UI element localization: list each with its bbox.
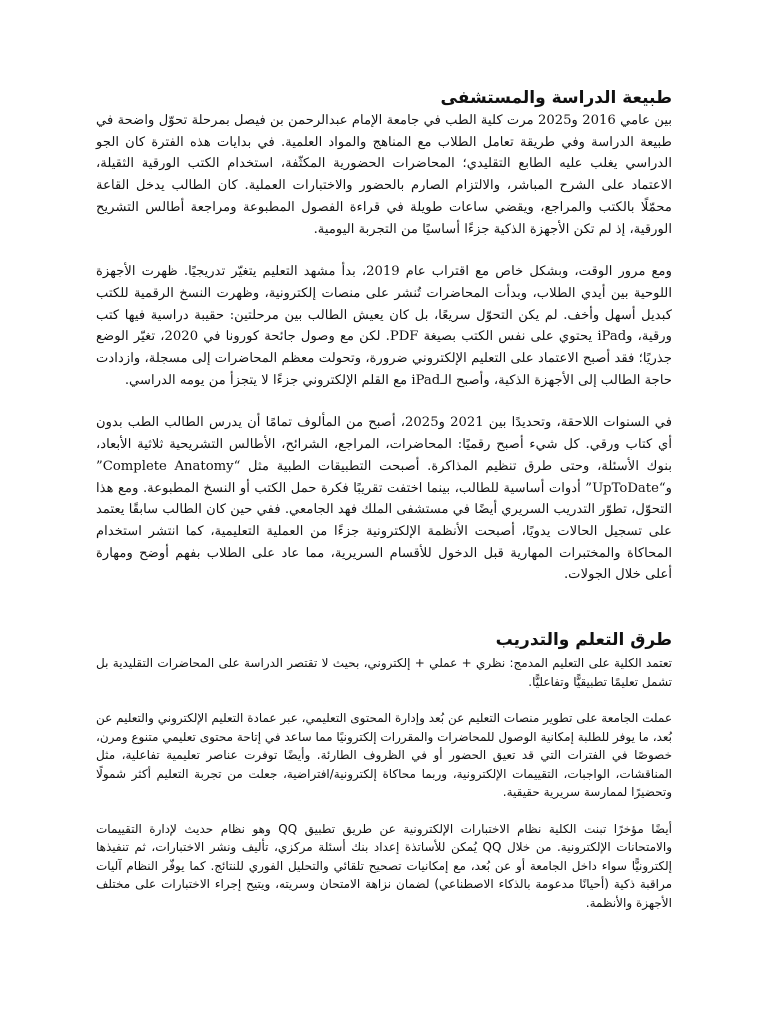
paragraph-e-learning-platforms: عملت الجامعة على تطوير منصات التعليم عن بُعد وإدارة المحتوى التعليمي، عبر عمادة التعليم الإلكتروني والتعليم عن بُعد، ما يوفر للطلبة إمكانية الوصول للمحاضرات والمقررات إلكترونيًا مما ساعد في إتاحة محتوى تعليمي متنوع ومرن، خصوصًا في الفترات التي قد تعيق الحضور أو في الظروف الطارئة. وأيضًا توفرت عناصر تعليمية تفاعلية، مثل المناقشات، الواجبات، التقييمات الإلكترونية، وربما محاكاة إلكترونية/افتراضية، جعلت من تجربة التعليم أكثر شمولًا وتحضيرًا لممارسة سريرية حقيقية.	[96, 711, 672, 800]
paragraph-transformation-overview: بين عامي 2016 و2025 مرت كلية الطب في جامعة الإمام عبدالرحمن بن فيصل بمرحلة تحوّل واضحة في طبيعة الدراسة وفي طريقة تعامل الطلاب مع المناهج والمواد العلمية. في بدايات هذه الفترة كان الجو الدراسي يغلب عليه الطابع التقليدي؛ المحاضرات الحضورية المكثّفة، استخدام الكتب الورقية الثقيلة، الاعتماد على الشرح المباشر، والالتزام الصارم بالحضور والاختبارات العملية. كان الطالب يدخل القاعة محمّلًا بالكتب والمراجع، ويقضي ساعات طويلة في قراءة الفصول المطبوعة ومراجعة أطالس التشريح الورقية، إذ لم تكن الأجهزة الذكية جزءًا أساسيًا من التجربة اليومية.	[96, 113, 673, 237]
section-spacer	[96, 586, 672, 628]
paragraph-qq-electronic-exams: أيضًا مؤخرًا تبنت الكلية نظام الاختبارات الإلكترونية عن طريق تطبيق QQ وهو نظام حديث لإدارة التقييمات والامتحانات الإلكترونية. من خلال QQ يُمكن للأساتذة إعداد بنك أسئلة مركزي، تأليف ونشر الاختبارات، ثم تنفيذها إلكترونيًّا سواء داخل الجامعة أو عن بُعد، مع إمكانيات تصحيح تلقائي والتحليل الفوري للنتائج. كما يوفّر النظام آليات مراقبة ذكية (أحيانًا مدعومة بالذكاء الاصطناعي) لضمان نزاهة الامتحان وسريته، ويتيح إجراء الاختبارات على مختلف الأجهزة والأنظمة.	[96, 821, 672, 910]
paragraph-fully-digital-era: في السنوات اللاحقة، وتحديدًا بين 2021 و2025، أصبح من المألوف تمامًا أن يدرس الطالب الطب بدون أي كتاب ورقي. كل شيء أصبح رقميًا: المحاضرات، المراجع، الشرائح، الأطالس التشريحية ثلاثية الأبعاد، بنوك الأسئلة، وحتى طرق تنظيم المذاكرة. أصبحت التطبيقات الطبية مثل “Complete Anatomy” و“UpToDate” أدوات أساسية للطالب، بينما اختفت تقريبًا فكرة حمل الكتب أو النسخ المطبوعة. ومع هذا التحوّل، تطوّر التدريب السريري أيضًا في مستشفى الملك فهد الجامعي. ففي حين كان الطالب سابقًا يعتمد على تسجيل الحالات يدويًا، أصبحت الأنظمة الإلكترونية جزءًا من العملية التعليمية، كما انتشر استخدام المحاكاة والمختبرات المهارية قبل الدخول للأقسام السريرية، مما عاد على الطلاب بفهم أوضح ومهارة أعلى خلال الجولات.	[96, 415, 672, 583]
paragraph-digital-shift-covid: ومع مرور الوقت، وبشكل خاص مع اقتراب عام 2019، بدأ مشهد التعليم يتغيّر تدريجيًا. ظهرت الأجهزة اللوحية بين أيدي الطلاب، وبدأت المحاضرات تُنشر على منصات إلكترونية، وظهرت النسخ الرقمية للكتب كبديل أسهل وأخف. لم يكن التحوّل سريعًا، بل كان يعيش الطالب بين مرحلتين: حقيبة دراسية فيها كتب ورقية، وiPad يحتوي على نفس الكتب بصيغة PDF. لكن مع وصول جائحة كورونا في 2020، تغيّر الوضع جذريًا؛ فقد أصبح الاعتماد على التعليم الإلكتروني ضرورة، وتحولت معظم المحاضرات إلى مسجلة، وازدادت حاجة الطالب إلى الأجهزة الذكية، وأصبح الـiPad مع القلم الإلكتروني جزءًا لا يتجزأ من يومه الدراسي.	[96, 264, 673, 388]
section-heading-learning-methods: طرق التعلم والتدريب	[495, 630, 672, 651]
paragraph-blended-learning: تعتمد الكلية على التعليم المدمج: نظري + عملي + إلكتروني، بحيث لا تقتصر الدراسة على المحاضرات التقليدية بل تشمل تعليمًا تطبيقيًّا وتفاعليًّا.	[96, 656, 672, 689]
section-heading-study-and-hospital: طبيعة الدراسة والمستشفى	[440, 88, 672, 108]
